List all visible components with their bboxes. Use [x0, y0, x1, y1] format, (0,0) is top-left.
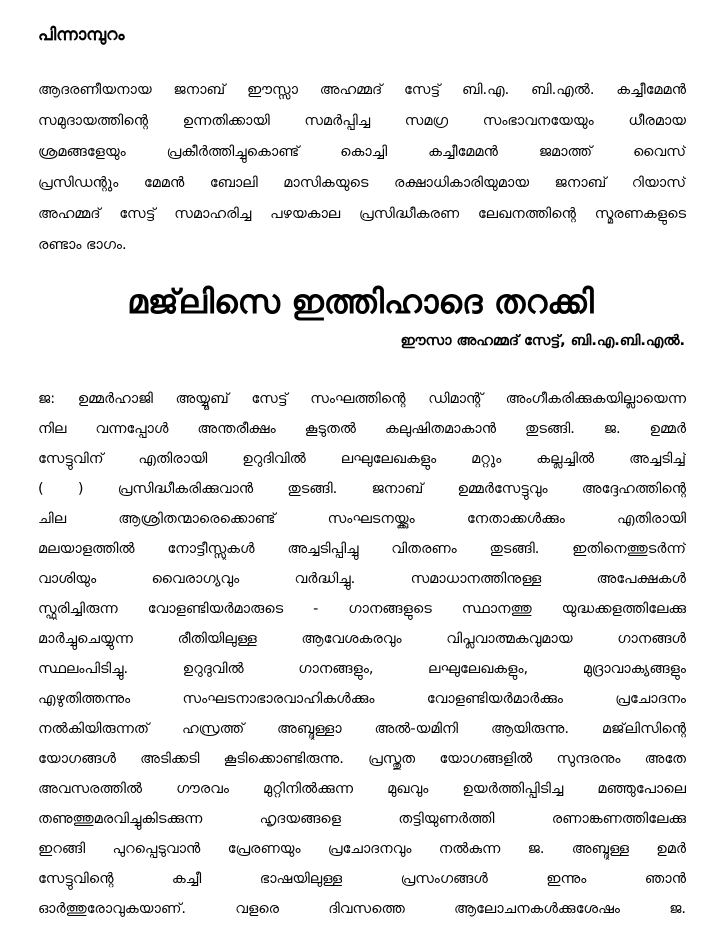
body-line: ചില ആശ്രിതന്മാരെക്കൊണ്ട് സംഘടനയ്ക്കും നേതാക്കൾക്കും എതിരായി	[38, 511, 686, 527]
body-line: മലയാളത്തിൽ നോട്ടീസ്സുകൾ അച്ചടിപ്പിച്ചു വിതരണം തുടങ്ങി. ഇതിനെത്തുടർന്ന്	[38, 541, 686, 557]
body-line: സ്ഥലംപിടിച്ചു. ഉറുദുവിൽ ഗാനങ്ങളും, ലഘുലേഖകളും, മുദ്രാവാക്യങ്ങളും	[38, 661, 686, 677]
body-line: യോഗങ്ങൾ അടിക്കടി കൂടിക്കൊണ്ടിരുന്നു. പ്രസ്തുത യോഗങ്ങളിൽ സുന്ദരനും അതേ	[38, 751, 686, 767]
body-line: മാർച്ചുചെയ്യുന്ന രീതിയിലുള്ള ആവേശകരവും വിപ്ലവാത്മകവുമായ ഗാനങ്ങൾ	[38, 631, 686, 647]
body-line: നില വന്നപ്പോൾ അന്തരീക്ഷം കൂടുതൽ കലുഷിതമാകാൻ തുടങ്ങി. ജ. ഉമ്മർ	[38, 421, 686, 437]
body-line: ഓർത്തുരോവുകയാണ്. വളരെ ദിവസത്തെ ആലോചനകൾക്കുശേഷം ജ.	[38, 901, 686, 917]
intro-line: പ്രസിഡന്റും മേമൻ ബോലി മാസികയുടെ രക്ഷാധികാരിയുമായ ജനാബ് റിയാസ്	[38, 175, 686, 191]
section-heading: പിന്നാമ്പുറം	[38, 25, 125, 45]
body-line: നൽകിയിരുന്നത് ഹസ്രത്ത് അബ്ദുള്ളാ അൽ-യമിനി ആയിരുന്നു. മജ്‌ലിസിന്റെ	[38, 721, 686, 737]
body-line: വാശിയും വൈരാഗ്യവും വർദ്ധിച്ചു. സമാധാനത്തിനുള്ള അപേക്ഷകൾ	[38, 571, 686, 587]
body-line: എഴുതിത്തന്നും സംഘടനാഭാരവാഹികൾക്കും വോളണ്ടിയർമാർക്കും പ്രചോദനം	[38, 691, 686, 707]
article-author: ഈസാ അഹമ്മദ് സേട്ട്, ബി.എ.ബി.എൽ.	[400, 333, 685, 349]
body-line: ( ) പ്രസിദ്ധീകരിക്കുവാൻ തുടങ്ങി. ജനാബ് ഉമ്മർസേട്ടുവും അദ്ദേഹത്തിന്റെ	[38, 481, 686, 497]
intro-line: സമുദായത്തിന്റെ ഉന്നതിക്കായി സമർപ്പിച്ച സമഗ്ര സംഭാവനയേയും ധീരമായ	[38, 113, 686, 129]
body-line: ഇറങ്ങി പുറപ്പെടുവാൻ പ്രേരണയും പ്രചോദനവും നൽകുന്ന ജ. അബ്ദുള്ള ഉമർ	[38, 841, 686, 857]
body-line: സേട്ടുവിന്റെ കച്ചീ ഭാഷയിലുള്ള പ്രസംഗങ്ങൾ ഇന്നും ഞാൻ	[38, 871, 686, 887]
body-line: ജ: ഉമ്മർഹാജി അയ്യൂബ് സേട്ട് സംഘത്തിന്റെ ഡിമാന്റ് അംഗീകരിക്കുകയില്ലായെന്ന	[38, 391, 686, 407]
body-line: അവസരത്തിൽ ഗൗരവം മുറ്റിനിൽക്കുന്ന മുഖവും ഉയർത്തിപ്പിടിച്ച മഞ്ഞുപോലെ	[38, 781, 686, 797]
body-line: സേട്ടുവിന് എതിരായി ഉറുദിവിൽ ലഘുലേഖകളും മറ്റും കല്ലച്ചിൽ അച്ചടിച്ച്	[38, 451, 686, 467]
intro-line: ആദരണീയനായ ജനാബ് ഈസ്സാ അഹമ്മദ് സേട്ട് ബി.എ. ബി.എൽ. കച്ചീമേമൻ	[38, 82, 686, 98]
intro-line: രണ്ടാം ഭാഗം.	[38, 237, 127, 253]
intro-line: ശ്രമങ്ങളേയും പ്രകീർത്തിച്ചുകൊണ്ട് കൊച്ചി കച്ചീമേമൻ ജമാത്ത് വൈസ്	[38, 144, 686, 160]
article-title: മജ്‌ലിസെ ഇത്തിഹാദെ തറക്കി	[127, 282, 594, 321]
intro-line: അഹമ്മദ് സേട്ട് സമാഹരിച്ച പഴയകാല പ്രസിദ്ധീകരണ ലേഖനത്തിന്റെ സ്മരണകളുടെ	[38, 206, 686, 222]
body-line: തണുത്തുമരവിച്ചുകിടക്കുന്ന ഹൃദയങ്ങളെ തട്ടിയുണർത്തി രണാങ്കണത്തിലേക്കു	[38, 811, 686, 827]
body-line: സ്ഫുരിച്ചിരുന്ന വോളണ്ടിയർമാരുടെ - ഗാനങ്ങളുടെ സ്ഥാനത്തു യുദ്ധക്കളത്തിലേക്കു	[38, 601, 686, 617]
